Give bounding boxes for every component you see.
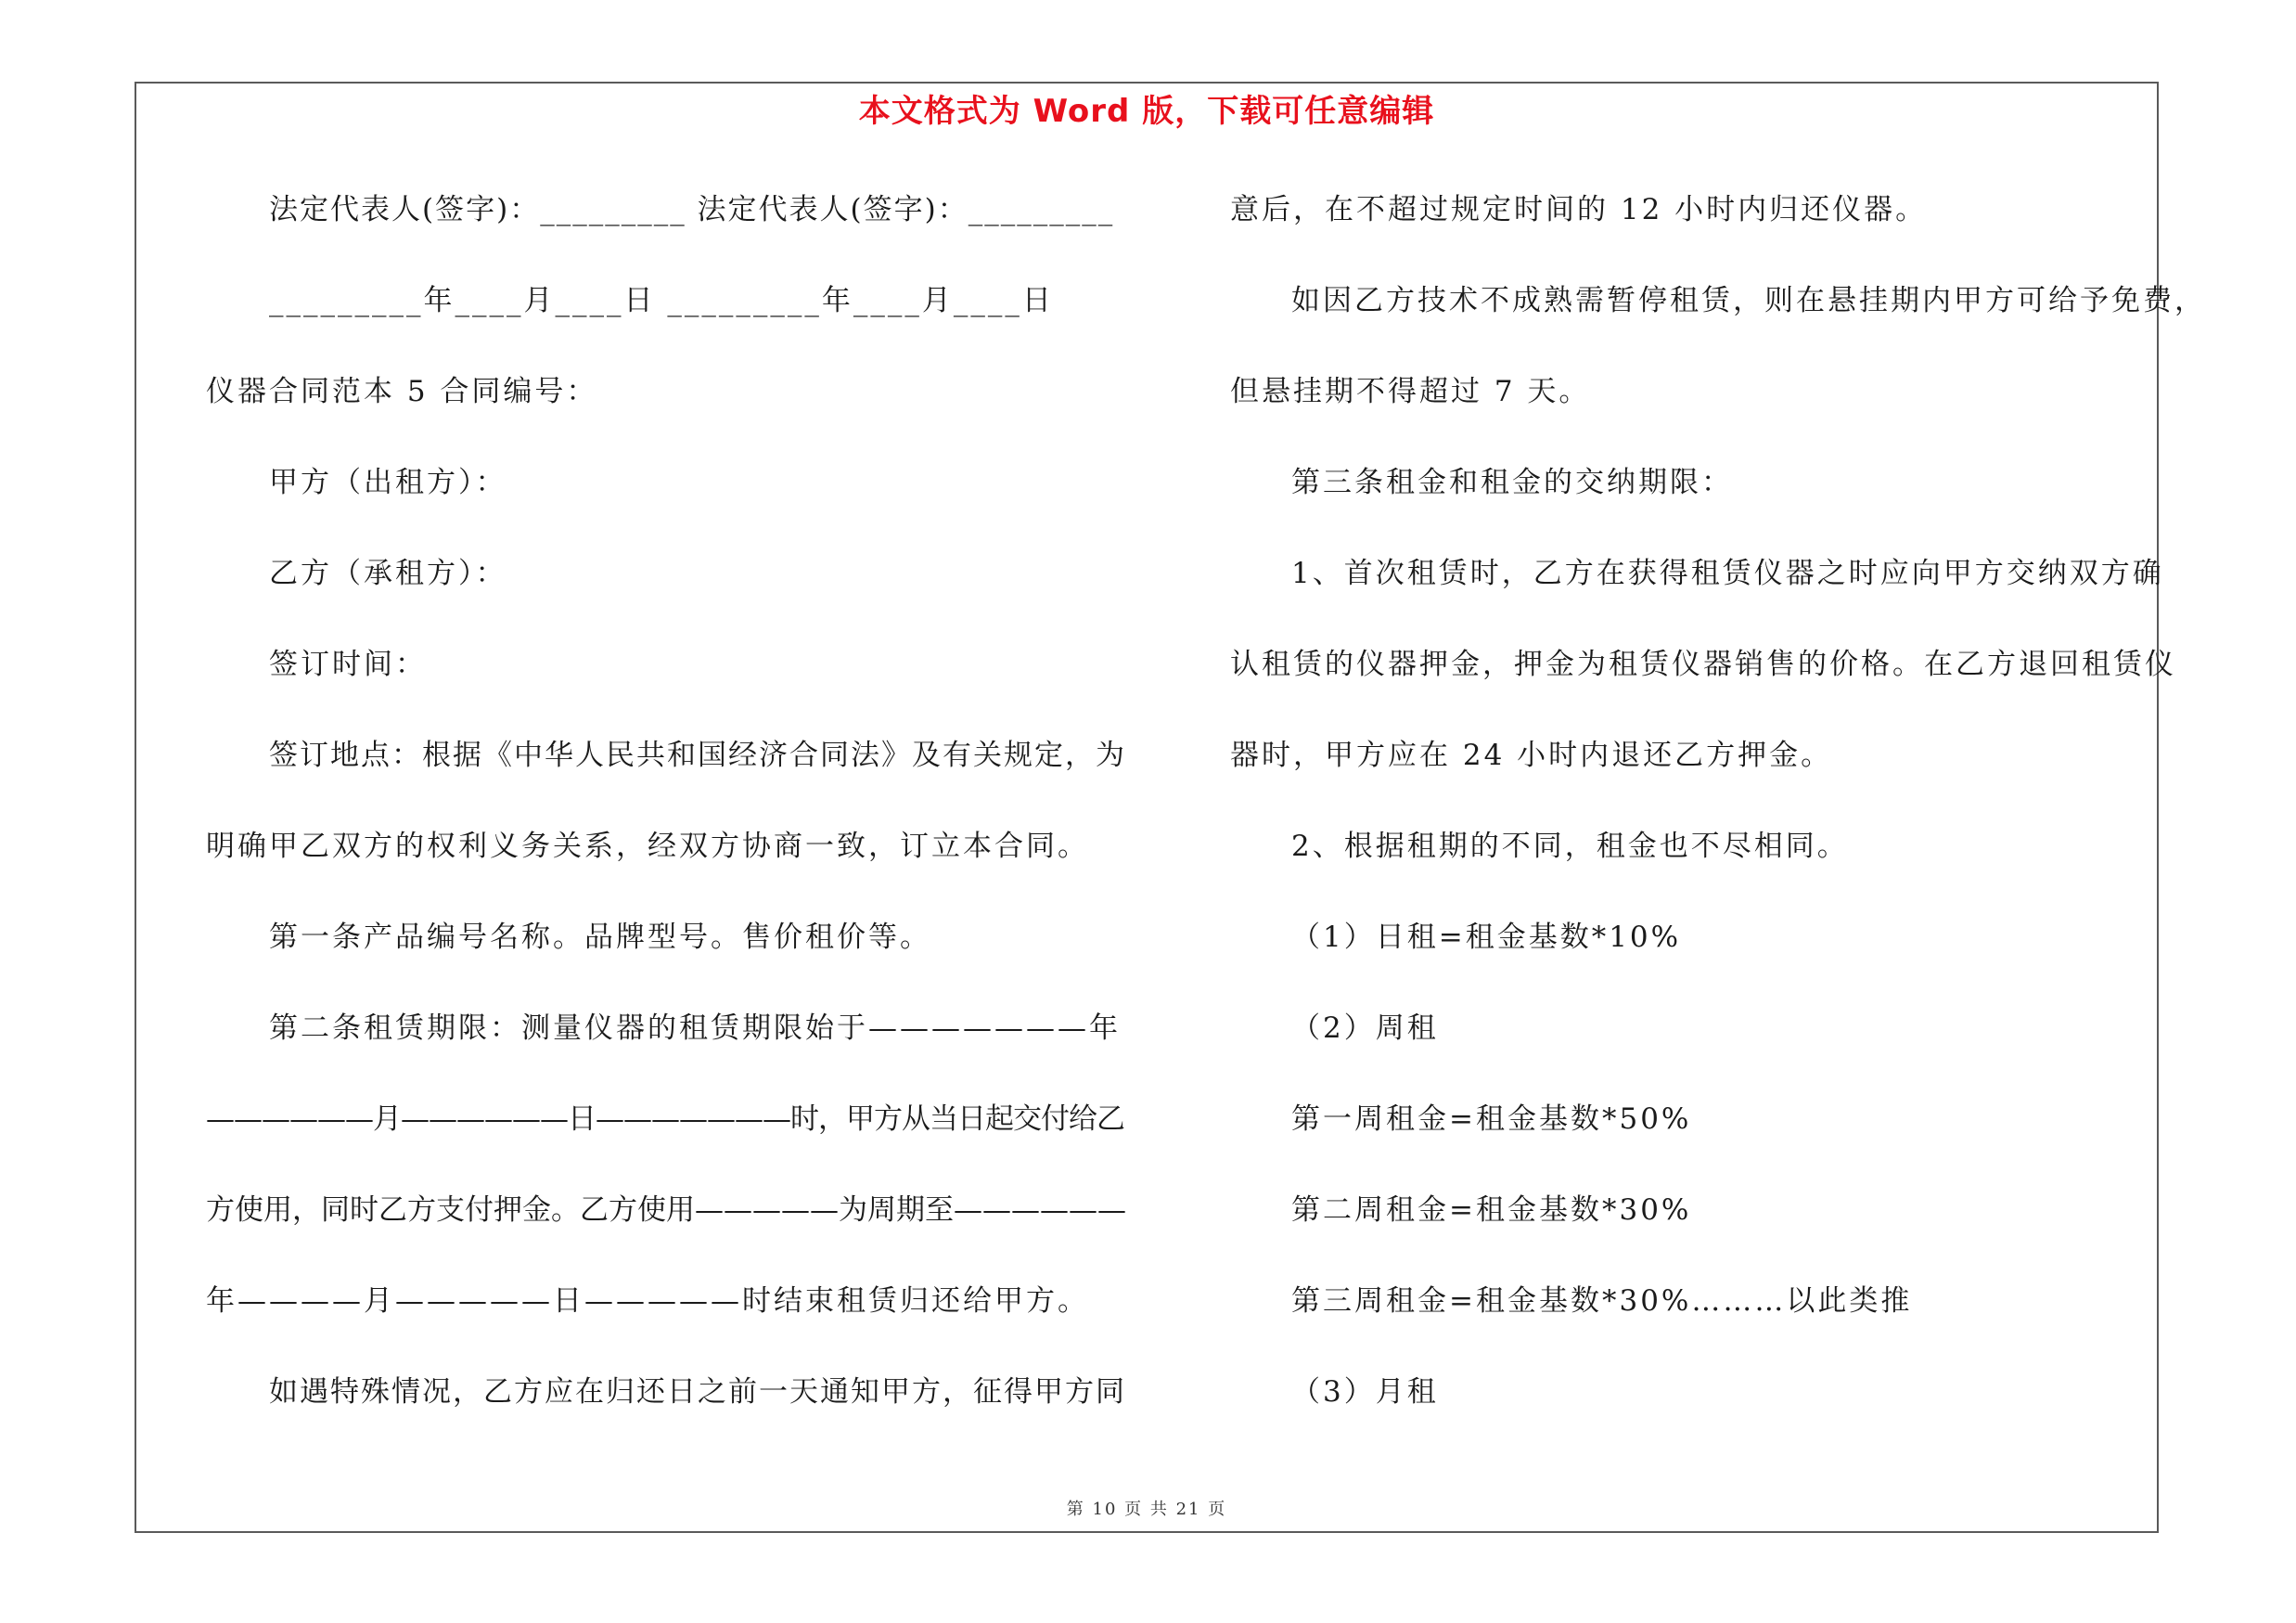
paragraph-line: 第二条租赁期限：测量仪器的租赁期限始于———————年 bbox=[269, 1011, 1121, 1045]
paragraph-line: 认租赁的仪器押金，押金为租赁仪器销售的价格。在乙方退回租赁仪 bbox=[1230, 648, 2176, 681]
paragraph-line: （2）周租 bbox=[1291, 1011, 1439, 1045]
paragraph-line: （1）日租=租金基数*10% bbox=[1291, 921, 1682, 954]
paragraph-line: 签订时间： bbox=[269, 648, 427, 681]
page-number-footer: 第 10 页 共 21 页 bbox=[1066, 1500, 1227, 1519]
paragraph-line: 2、根据租期的不同，租金也不尽相同。 bbox=[1291, 830, 1849, 863]
paragraph-line: 如遇特殊情况，乙方应在归还日之前一天通知甲方，征得甲方同 bbox=[269, 1375, 1126, 1409]
paragraph-line: 年————月—————日—————时结束租赁归还给甲方。 bbox=[206, 1284, 1089, 1318]
paragraph-line: 法定代表人(签字)：_________ 法定代表人(签字)：_________ bbox=[269, 193, 1115, 226]
paragraph-line: 意后，在不超过规定时间的 12 小时内归还仪器。 bbox=[1230, 193, 1928, 226]
paragraph-line: 1、首次租赁时，乙方在获得租赁仪器之时应向甲方交纳双方确 bbox=[1291, 557, 2164, 590]
paragraph-line: 第二周租金=租金基数*30% bbox=[1291, 1193, 1692, 1227]
paragraph-line: 器时，甲方应在 24 小时内退还乙方押金。 bbox=[1230, 739, 1833, 772]
paragraph-line: 第一条产品编号名称。品牌型号。售价租价等。 bbox=[269, 921, 931, 954]
paragraph-line: ——————月——————日———————时，甲方从当日起交付给乙 bbox=[206, 1102, 1124, 1136]
paragraph-line: 方使用，同时乙方支付押金。乙方使用—————为周期至—————— bbox=[206, 1193, 1126, 1227]
paragraph-line: 第三周租金=租金基数*30%………以此类推 bbox=[1291, 1284, 1913, 1318]
paragraph-line: （3）月租 bbox=[1291, 1375, 1439, 1409]
paragraph-line: 乙方（承租方）： bbox=[269, 557, 507, 590]
editable-notice-banner: 本文格式为 Word 版，下载可任意编辑 bbox=[858, 93, 1435, 130]
paragraph-line: 甲方（出租方）： bbox=[269, 466, 507, 499]
paragraph-line: 如因乙方技术不成熟需暂停租赁，则在悬挂期内甲方可给予免费， bbox=[1291, 284, 2206, 317]
paragraph-line: 签订地点：根据《中华人民共和国经济合同法》及有关规定，为 bbox=[269, 739, 1126, 772]
paragraph-line: _________年____月____日 _________年____月____日 bbox=[269, 284, 1054, 317]
paragraph-line: 明确甲乙双方的权利义务关系，经双方协商一致，订立本合同。 bbox=[206, 830, 1089, 863]
paragraph-line: 第一周租金=租金基数*50% bbox=[1291, 1102, 1692, 1136]
paragraph-line: 仪器合同范本 5 合同编号： bbox=[206, 375, 598, 408]
paragraph-line: 第三条租金和租金的交纳期限： bbox=[1291, 466, 1733, 499]
paragraph-line: 但悬挂期不得超过 7 天。 bbox=[1230, 375, 1591, 408]
